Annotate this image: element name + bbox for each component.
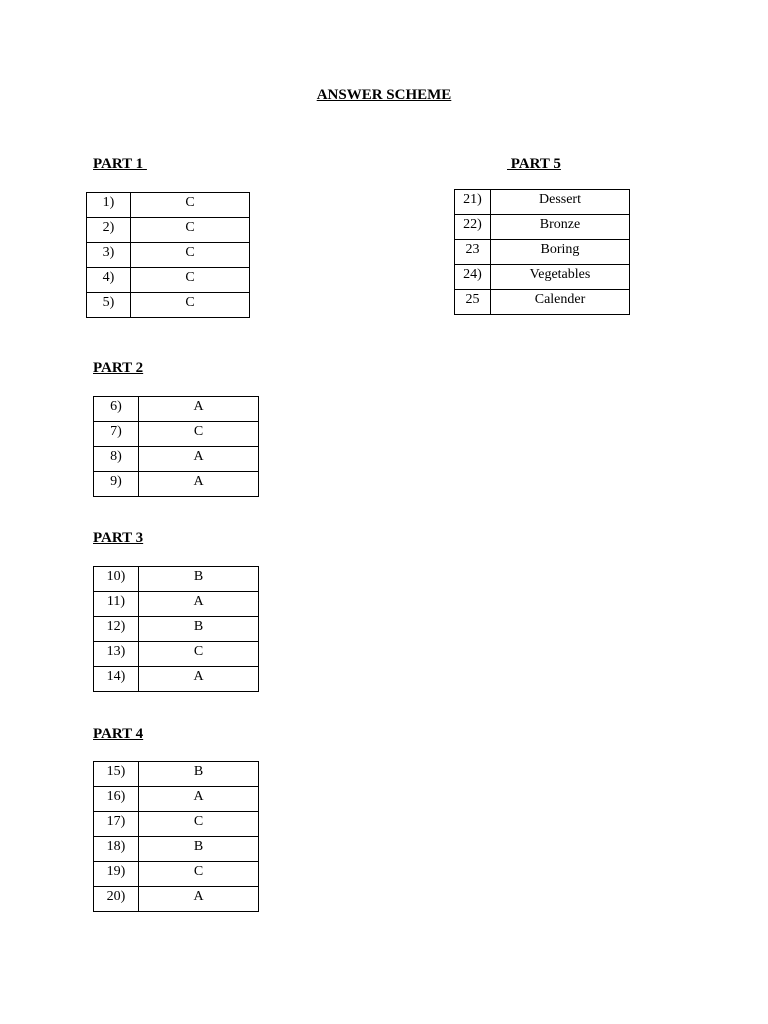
table-row bbox=[455, 215, 630, 240]
question-number: 23 bbox=[455, 240, 491, 265]
question-number: 4) bbox=[87, 268, 131, 293]
question-number: 15) bbox=[94, 762, 139, 787]
answer-cell: Dessert bbox=[491, 190, 630, 215]
table-row bbox=[94, 837, 259, 862]
page-title: ANSWER SCHEME bbox=[316, 87, 452, 103]
question-number: 5) bbox=[87, 293, 131, 318]
question-number: 10) bbox=[94, 567, 139, 592]
answer-cell: B bbox=[139, 567, 259, 592]
table-row bbox=[94, 447, 259, 472]
part-4-heading: PART 4 bbox=[93, 726, 144, 742]
answer-cell: C bbox=[139, 862, 259, 887]
answer-cell: A bbox=[139, 887, 259, 912]
question-number: 11) bbox=[94, 592, 139, 617]
answer-cell: C bbox=[131, 293, 250, 318]
table-row bbox=[87, 268, 250, 293]
question-number: 9) bbox=[94, 472, 139, 497]
answer-cell: C bbox=[131, 218, 250, 243]
answer-cell: C bbox=[139, 812, 259, 837]
table-row bbox=[94, 762, 259, 787]
answer-cell: Bronze bbox=[491, 215, 630, 240]
part-3-heading: PART 3 bbox=[93, 530, 144, 546]
answer-cell: C bbox=[131, 243, 250, 268]
question-number: 13) bbox=[94, 642, 139, 667]
table-row bbox=[455, 265, 630, 290]
part-1-heading: PART 1 bbox=[93, 156, 147, 172]
answer-cell: A bbox=[139, 592, 259, 617]
question-number: 19) bbox=[94, 862, 139, 887]
answer-cell: C bbox=[139, 642, 259, 667]
answer-cell: Calender bbox=[491, 290, 630, 315]
table-row bbox=[94, 592, 259, 617]
part-5-heading: PART 5 bbox=[507, 156, 561, 172]
question-number: 17) bbox=[94, 812, 139, 837]
question-number: 7) bbox=[94, 422, 139, 447]
table-row bbox=[87, 243, 250, 268]
question-number: 16) bbox=[94, 787, 139, 812]
table-row bbox=[94, 642, 259, 667]
table-row bbox=[87, 193, 250, 218]
question-number: 2) bbox=[87, 218, 131, 243]
answer-cell: C bbox=[131, 193, 250, 218]
part-4-answer-table bbox=[93, 761, 259, 912]
question-number: 3) bbox=[87, 243, 131, 268]
table-row bbox=[455, 190, 630, 215]
table-row bbox=[94, 787, 259, 812]
answer-cell: C bbox=[139, 422, 259, 447]
answer-cell: Boring bbox=[491, 240, 630, 265]
part-5-answer-table bbox=[454, 189, 630, 315]
table-row bbox=[94, 567, 259, 592]
answer-cell: C bbox=[131, 268, 250, 293]
part-2-heading: PART 2 bbox=[93, 360, 144, 376]
table-row bbox=[94, 397, 259, 422]
answer-cell: A bbox=[139, 472, 259, 497]
part-2-answer-table bbox=[93, 396, 259, 497]
table-row bbox=[455, 290, 630, 315]
answer-cell: A bbox=[139, 667, 259, 692]
table-row bbox=[94, 472, 259, 497]
answer-cell: A bbox=[139, 397, 259, 422]
answer-cell: A bbox=[139, 787, 259, 812]
question-number: 12) bbox=[94, 617, 139, 642]
question-number: 20) bbox=[94, 887, 139, 912]
question-number: 1) bbox=[87, 193, 131, 218]
table-row bbox=[94, 812, 259, 837]
table-row bbox=[94, 422, 259, 447]
table-row bbox=[87, 293, 250, 318]
table-row bbox=[94, 667, 259, 692]
answer-cell: Vegetables bbox=[491, 265, 630, 290]
table-row bbox=[94, 862, 259, 887]
part-1-answer-table bbox=[86, 192, 250, 318]
question-number: 21) bbox=[455, 190, 491, 215]
table-row bbox=[94, 617, 259, 642]
table-row bbox=[94, 887, 259, 912]
table-row bbox=[87, 218, 250, 243]
question-number: 14) bbox=[94, 667, 139, 692]
table-row bbox=[455, 240, 630, 265]
answer-cell: B bbox=[139, 837, 259, 862]
question-number: 18) bbox=[94, 837, 139, 862]
question-number: 6) bbox=[94, 397, 139, 422]
question-number: 24) bbox=[455, 265, 491, 290]
question-number: 25 bbox=[455, 290, 491, 315]
answer-cell: B bbox=[139, 762, 259, 787]
answer-cell: A bbox=[139, 447, 259, 472]
answer-cell: B bbox=[139, 617, 259, 642]
question-number: 22) bbox=[455, 215, 491, 240]
part-3-answer-table bbox=[93, 566, 259, 692]
question-number: 8) bbox=[94, 447, 139, 472]
